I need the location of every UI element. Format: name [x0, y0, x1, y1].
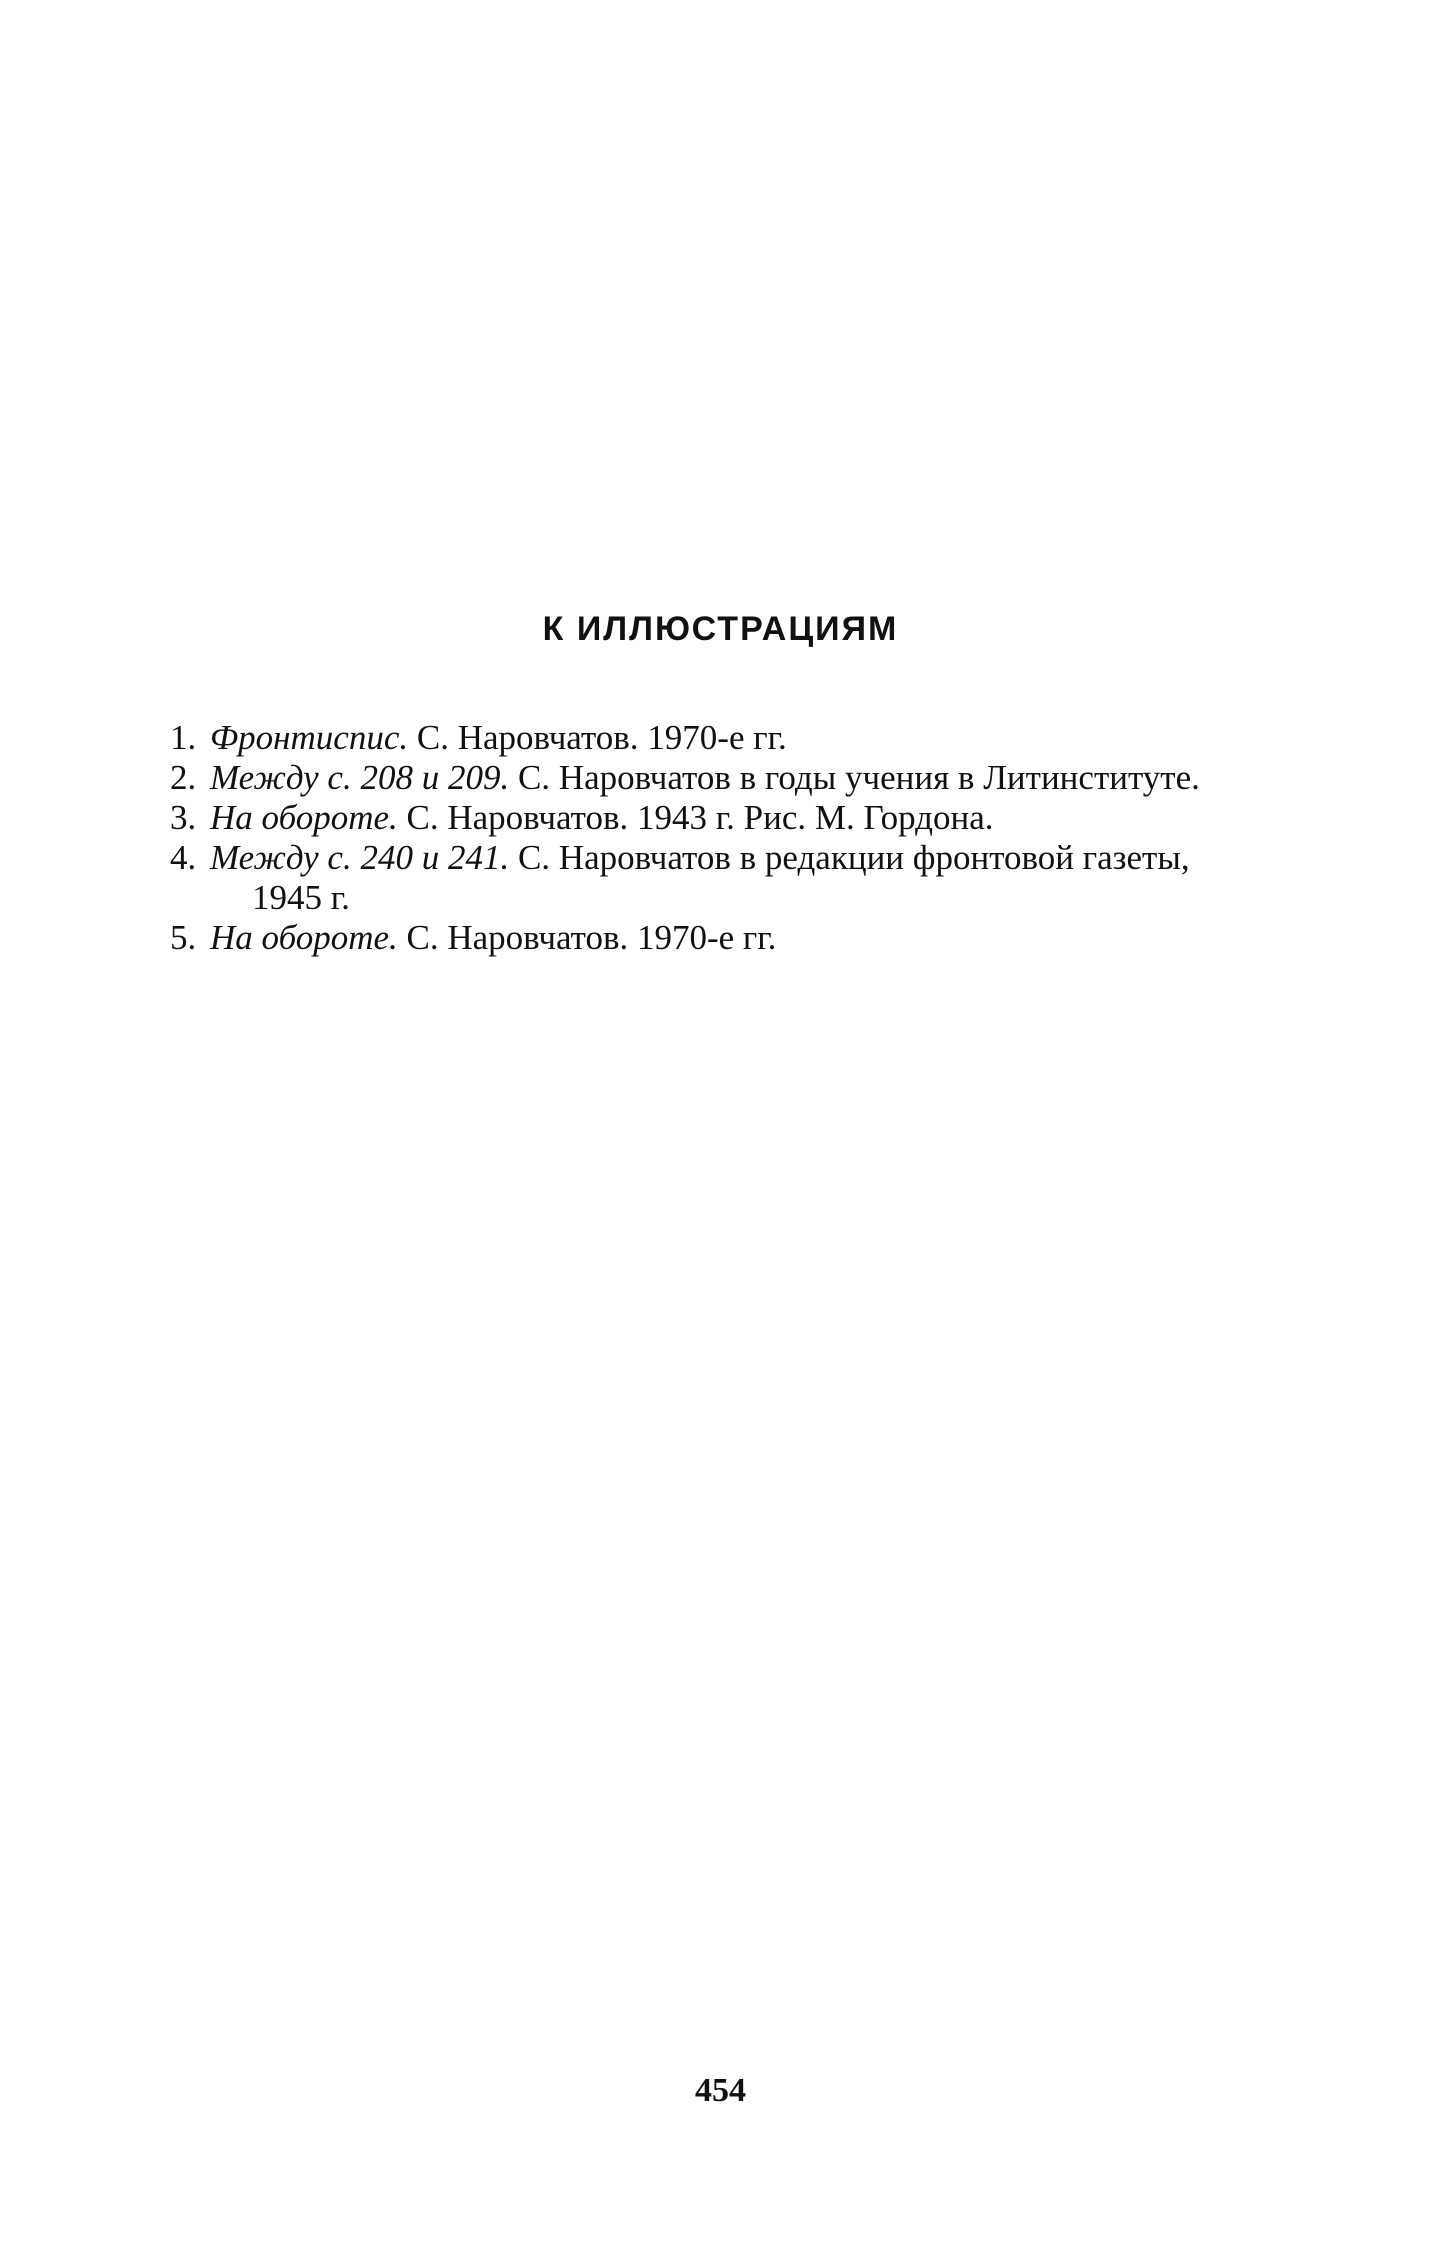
- list-item-description: С. Наровчатов в редакции фронтовой газеты,: [517, 838, 1190, 877]
- list-item: [170, 798, 1310, 838]
- list-item: [170, 718, 1310, 758]
- list-item-location: На обороте.: [210, 798, 398, 837]
- list-item-number: 2.: [170, 758, 197, 797]
- list-item-number: 5.: [170, 918, 197, 957]
- page-number: 454: [695, 2072, 746, 2109]
- list-item: [170, 838, 1310, 918]
- illustrations-list: [170, 718, 1310, 958]
- list-item-description: С. Наровчатов в годы учения в Литинституте.: [517, 758, 1200, 797]
- list-item-location: Фронтиспис.: [210, 718, 409, 757]
- list-item-location: Между с. 208 и 209.: [210, 758, 510, 797]
- section-title: К ИЛЛЮСТРАЦИЯМ: [542, 610, 899, 648]
- list-item-location: На обороте.: [210, 918, 398, 957]
- list-item: [170, 758, 1310, 798]
- list-item-number: 3.: [170, 798, 197, 837]
- list-item-number: 1.: [170, 718, 197, 757]
- list-item-location: Между с. 240 и 241.: [210, 838, 510, 877]
- list-item-continuation: 1945 г.: [252, 878, 350, 917]
- list-item-description: С. Наровчатов. 1970-е гг.: [416, 718, 787, 757]
- list-item: [170, 918, 1310, 958]
- list-item-description: С. Наровчатов. 1970-е гг.: [406, 918, 777, 957]
- list-item-number: 4.: [170, 838, 197, 877]
- list-item-description: С. Наровчатов. 1943 г. Рис. М. Гордона.: [406, 798, 994, 837]
